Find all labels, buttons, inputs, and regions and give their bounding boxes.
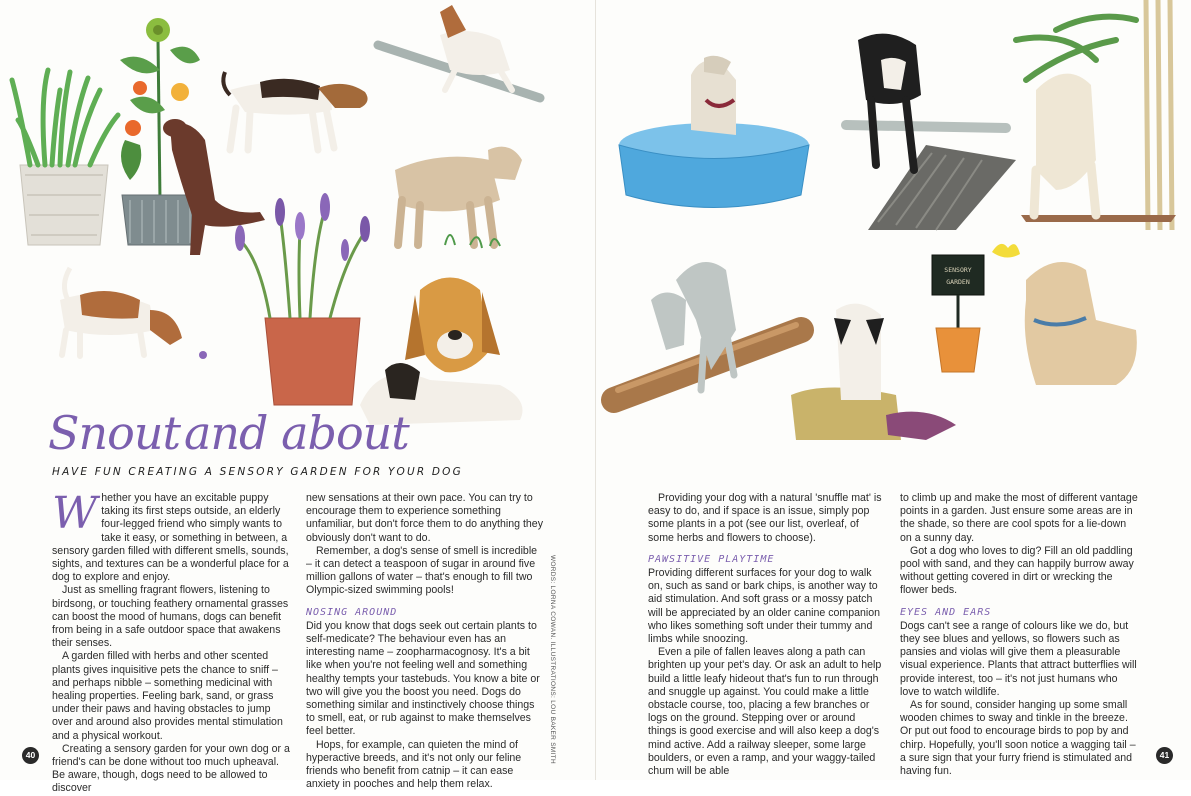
page-number-left: 40 xyxy=(22,747,39,764)
paragraph: Got a dog who loves to dig? Fill an old paddling pool with sand, and they can happily burrow away without getting covered in dirt or wrecking the flower beds. xyxy=(900,544,1134,597)
sniffing-terrier-illustration xyxy=(60,268,207,359)
sign-text-2: GARDEN xyxy=(946,278,970,286)
sensory-garden-sign xyxy=(932,244,1020,372)
paragraph: Creating a sensory garden for your own dog or a friend's can be done without too much upheaval. Be aware, though, dogs need to be allowed to discover xyxy=(52,742,290,795)
right-page xyxy=(596,0,1191,780)
paragraph: A garden filled with herbs and other scented plants gives inquisitive pets the chance to sniff – and perhaps nibble – something medicinal with healing properties. Feeling bark, sand, or grass under their paws and having obstacles to jump over and around also provides mental stimulation and a physical workout. xyxy=(52,650,283,742)
border-collie-illustration xyxy=(846,34,1016,230)
paragraph: Did you know that dogs seek out certain plants to self-medicate? The behaviour even has an interesting name – zoopharmacognosy. It's a bit like when you're not feeling well and something healthy tempts your tastebuds. You know a bite or two will give you the boost you need. Dogs do something similar and instinctively choose things to smell, eat, or rub against to make themselves feel better. xyxy=(306,619,540,738)
page-number-right: 41 xyxy=(1156,747,1173,764)
paragraph: Dogs can't see a range of colours like we do, but they see blues and yellows, so flowers such as pansies and violas will give them a pleasurable visual experience. Plants that attract butterflies will provide interest, too – it's not just humans who love to watch wildlife. xyxy=(900,619,1137,698)
subheading: PAWSITIVE PLAYTIME xyxy=(648,553,775,565)
credits-line: WORDS: LORNA COWAN. ILLUSTRATIONS: LOU BAKER SMITH xyxy=(549,555,556,764)
column-2 xyxy=(306,492,544,791)
subheading: NOSING AROUND xyxy=(306,606,398,618)
jack-russell-stick-illustration xyxy=(378,5,540,98)
left-illustration xyxy=(0,0,595,440)
paragraph: Providing different surfaces for your dog to walk on, such as sand or bark chips, is another way to aid stimulation. And soft grass or a mossy patch will be appreciated by an older canine companion who likes something soft under their tummy and limbs while snoozing. xyxy=(648,567,881,646)
black-white-terrier-illustration xyxy=(791,304,956,440)
paragraph: new sensations at their own pace. You can try to encourage them to experience something unfamiliar, but don't force them to do anything they obviously don't want to do. xyxy=(306,492,543,544)
labrador-illustration xyxy=(395,147,522,248)
column-1 xyxy=(52,488,290,796)
sign-text-1: SENSORY xyxy=(944,266,972,274)
grass-pot-illustration xyxy=(12,70,118,245)
basset-hound-illustration xyxy=(360,278,523,426)
article-subtitle: HAVE FUN CREATING A SENSORY GARDEN FOR YOUR DOG xyxy=(52,466,463,478)
paddling-pool-illustration xyxy=(619,56,809,208)
lurcher-log-illustration xyxy=(614,262,801,400)
paragraph: to climb up and make the most of different vantage points in a garden. Just ensure some areas are in the shade, so there are cool spots for a lie-down on a sunny day. xyxy=(900,492,1138,544)
beagle-illustration xyxy=(223,72,367,150)
paragraph: Providing your dog with a natural 'snuffle mat' is easy to do, and if space is an issue, simply pop some plants in a pot (see our list, overleaf, of some herbs and flowers to choose). xyxy=(648,492,882,544)
column-3 xyxy=(648,492,886,778)
title-part1: Snout xyxy=(48,406,180,460)
retriever-bamboo-illustration xyxy=(1016,0,1176,230)
lavender-pot-illustration xyxy=(235,193,370,405)
paragraph: Even a pile of fallen leaves along a path can brighten up your pet's day. Or ask an adult to help build a little leafy hideout that's fun to run through and snuggle up against. You could make a little obstacle course, too, placing a few branches or logs on the ground. Stepping over or around things is good exercise and will also keep a dog's mind active. Add a railway sleeper, some large boulders, or even a ramp, and your waggy-tailed chum will be able xyxy=(648,646,882,778)
left-page xyxy=(0,0,595,795)
shaggy-dog-illustration xyxy=(1025,262,1137,385)
paragraph: Remember, a dog's sense of smell is incredible – it can detect a teaspoon of sugar in around five million gallons of water – that's enough to fill two Olympic-sized swimming pools! xyxy=(306,544,538,597)
right-illustration xyxy=(596,0,1191,480)
paragraph: Just as smelling fragrant flowers, listening to birdsong, or touching feathery ornamental grasses can boost the mood of humans, dogs can benefit from being in a safe outdoor space that awakens their senses. xyxy=(52,584,289,650)
article-title xyxy=(48,405,568,461)
butterfly-icon xyxy=(992,244,1020,258)
subheading: EYES AND EARS xyxy=(900,606,992,618)
column-4 xyxy=(900,492,1138,778)
paragraph: Hops, for example, can quieten the mind of hyperactive breeds, and it's not only our feline friends who benefit from catnip – it can ease anxiety in pooches and help them relax. xyxy=(306,738,522,791)
title-part2: and about xyxy=(183,406,409,460)
paragraph: As for sound, consider hanging up some small wooden chimes to sway and tinkle in the breeze. Or put out food to encourage birds to pop by and chirp. Hopefully, you'll soon notice a wagging tail – a sure sign that your furry friend is stimulated and having fun. xyxy=(900,699,1136,778)
paragraph: hether you have an excitable puppy taking its first steps outside, an elderly four-legged friend who simply wants to take it easy, or something in between, a sensory garden filled with different smells, sounds, sights, and textures can be a wonderful place for a dog to explore and enjoy. xyxy=(52,492,289,584)
drop-cap: W xyxy=(52,488,98,539)
